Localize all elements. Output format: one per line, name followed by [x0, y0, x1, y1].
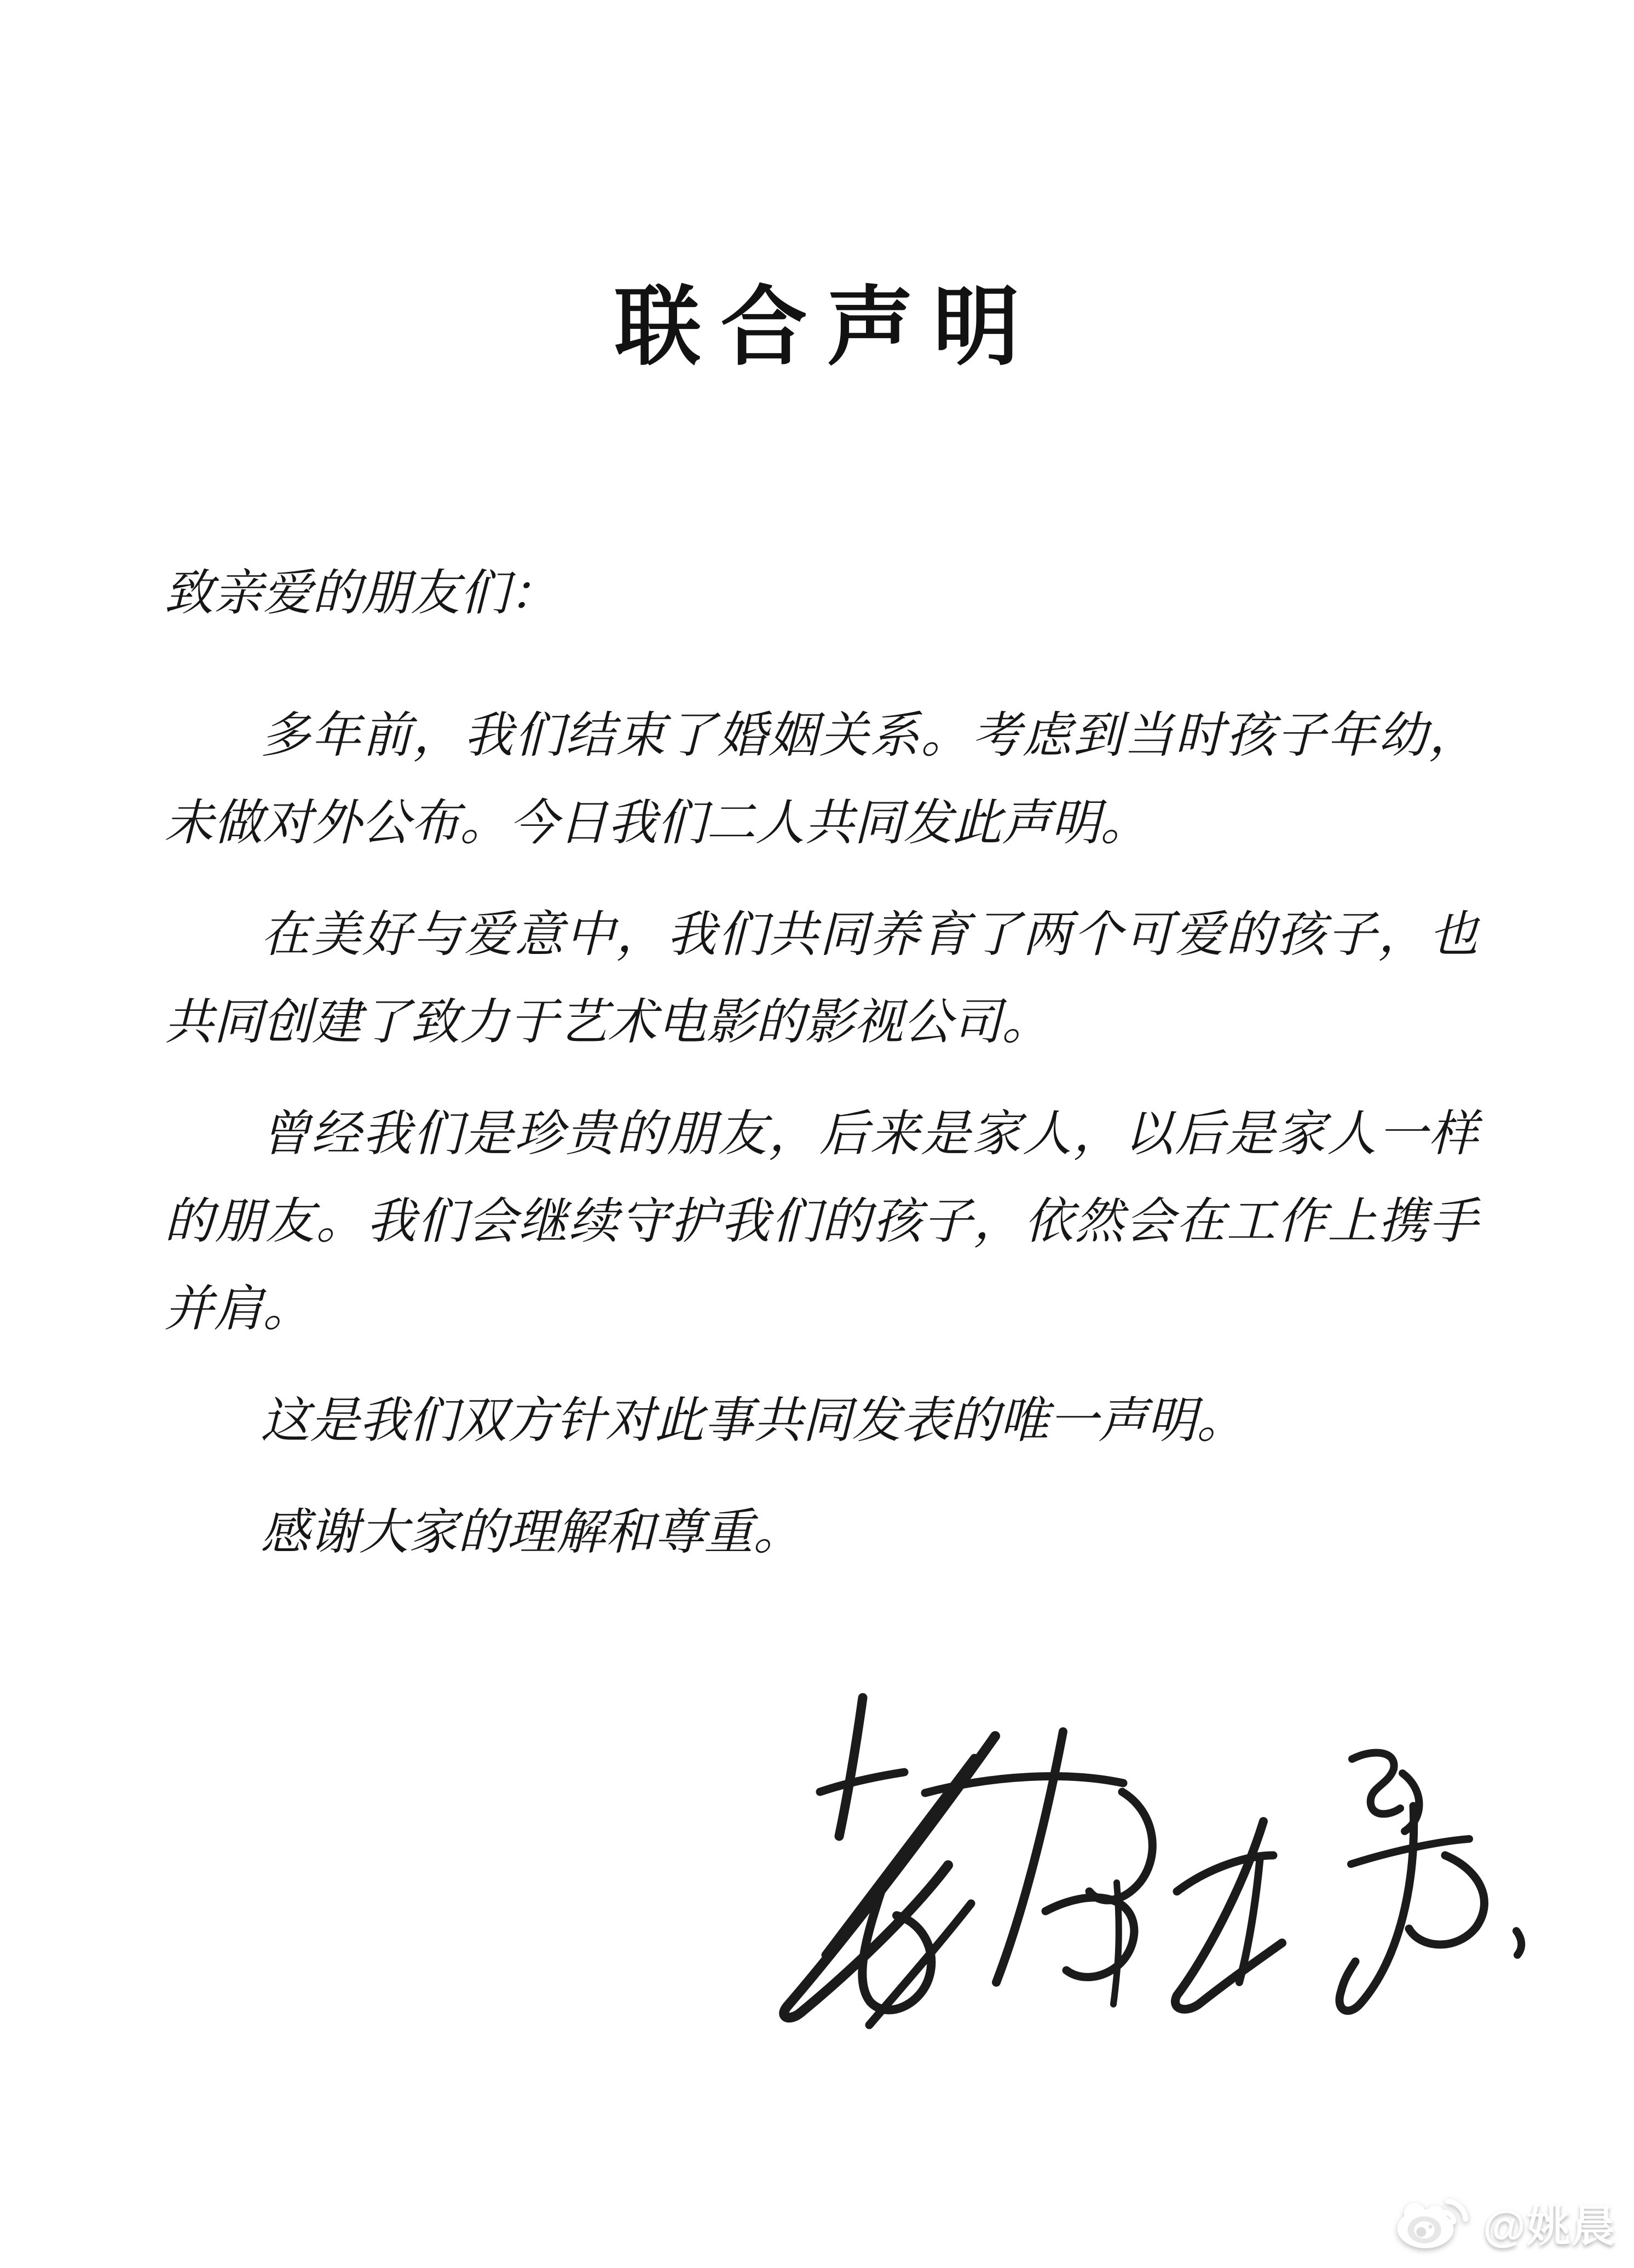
statement-body — [164, 550, 1478, 1577]
page-title: 联合声明 — [614, 280, 1040, 376]
paragraph-5: 感谢大家的理解和尊重。 — [261, 1506, 802, 1560]
signature-cao-yu — [784, 1698, 1152, 2025]
paragraph-3: 曾经我们是珍贵的朋友，后来是家人，以后是家人一样的朋友。我们会继续守护我们的孩子，依然会在工作上携手并肩。 — [164, 1107, 1478, 1336]
weibo-watermark — [1383, 2190, 1616, 2254]
weibo-logo-icon — [1383, 2190, 1475, 2254]
salutation: 致亲爱的朋友们： — [164, 566, 558, 621]
paragraph-4: 这是我们双方针对此事共同发表的唯一声明。 — [261, 1394, 1246, 1448]
watermark-text: @姚晨 — [1482, 2201, 1616, 2250]
paragraph-2: 在美好与爱意中，我们共同养育了两个可爱的孩子，也共同创建了致力于艺术电影的影视公司。 — [164, 908, 1478, 1050]
signature-image — [739, 1675, 1533, 2047]
handwritten-signatures — [739, 1675, 1533, 2047]
signature-yao-chen — [1175, 1752, 1521, 2011]
paragraph-1: 多年前，我们结束了婚姻关系。考虑到当时孩子年幼，未做对外公布。今日我们二人共同发此声明。 — [164, 709, 1478, 850]
